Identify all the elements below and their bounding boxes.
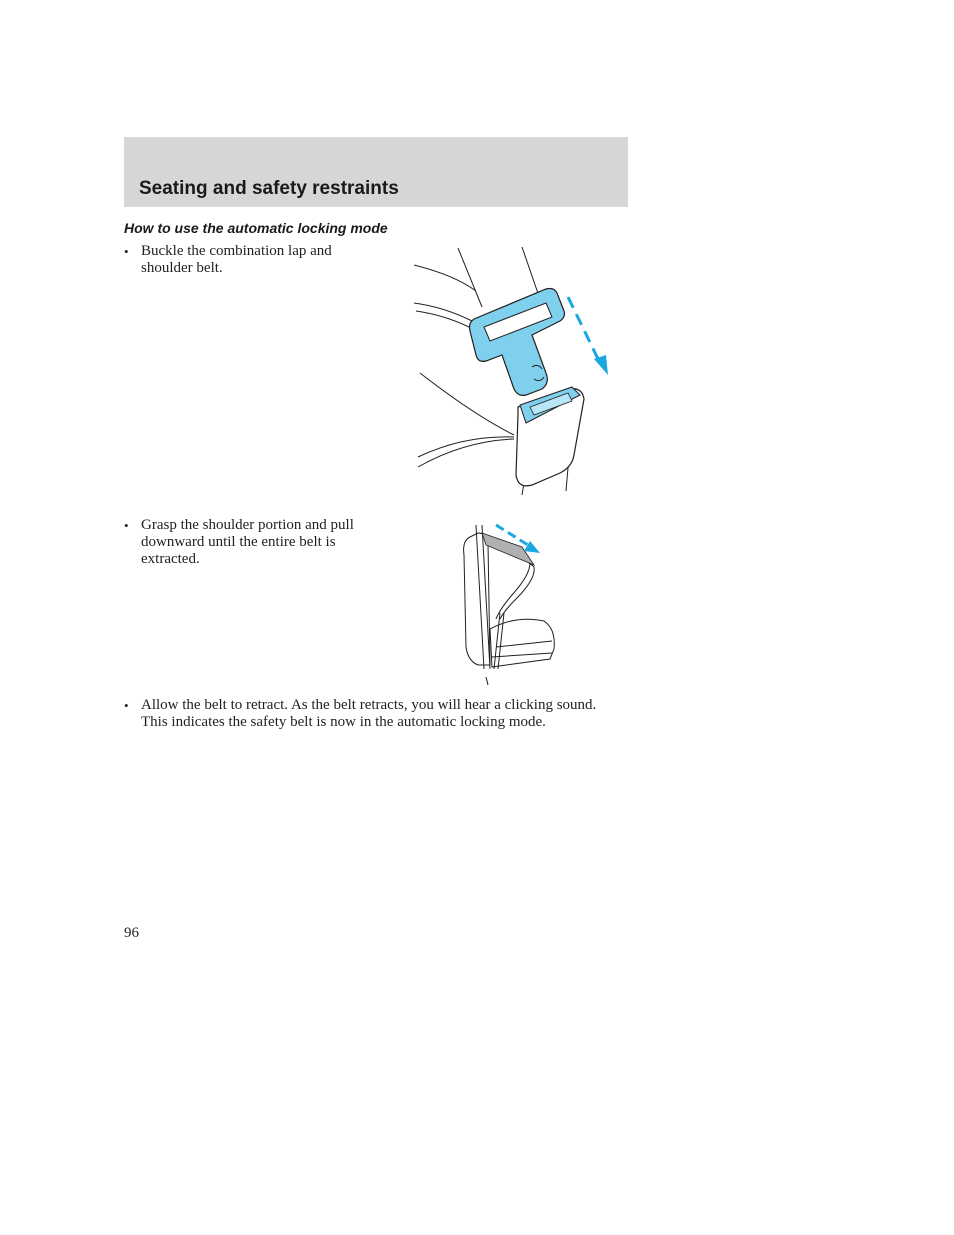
bullet-text: Grasp the shoulder portion and pull downward until the entire belt is extracted. xyxy=(141,517,354,567)
section-header-band xyxy=(124,137,628,207)
seatbelt-buckle-illustration xyxy=(414,245,614,500)
bullet-symbol: • xyxy=(124,518,129,533)
bullet-text: Allow the belt to retract. As the belt retracts, you will hear a clicking sound. This indicates the safety belt is now in the automatic locking mode. xyxy=(141,697,597,730)
bullet-symbol: • xyxy=(124,698,129,713)
bullet-symbol: • xyxy=(124,244,129,259)
seat-shoulder-belt-illustration xyxy=(456,519,566,694)
page-number: 96 xyxy=(124,925,139,941)
bullet-text: Buckle the combination lap and shoulder belt. xyxy=(141,243,332,276)
section-title: Seating and safety restraints xyxy=(139,178,399,199)
subsection-heading: How to use the automatic locking mode xyxy=(124,220,388,236)
